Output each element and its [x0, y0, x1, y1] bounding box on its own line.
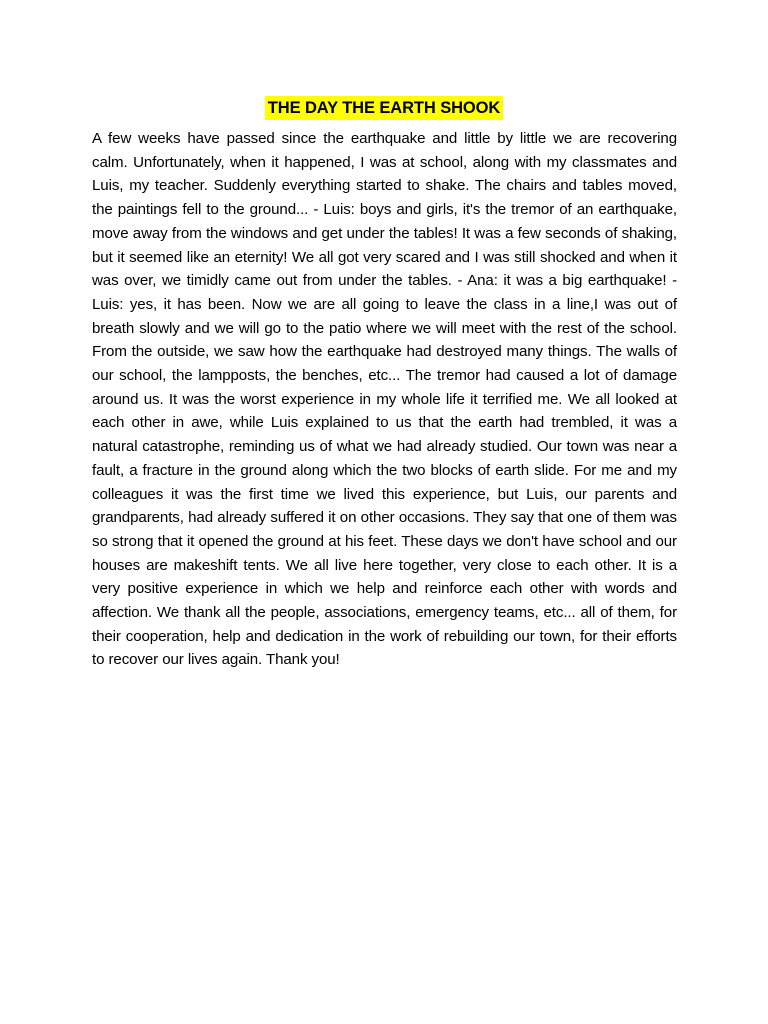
title-container [0, 96, 768, 120]
document-body-paragraph: A few weeks have passed since the earthquake and little by little we are recovering calm. Unfortunately, when it happened, I was at school, along with my classmates and Luis, my teacher. Suddenly everything started to shake. The chairs and tables moved, the paintings fell to the ground... - Luis: boys and girls, it's the tremor of an earthquake, move away from the windows and get under the tables! It was a few seconds of shaking, but it seemed like an eternity! We all got very scared and I was still shocked and when it was over, we timidly came out from under the tables. - Ana: it was a big earthquake! - Luis: yes, it has been. Now we are all going to leave the class in a line,I was out of breath slowly and we will go to the patio where we will meet with the rest of the school. From the outside, we saw how the earthquake had destroyed many things. The walls of our school, the lampposts, the benches, etc... The tremor had caused a lot of damage around us. It was the worst experience in my whole life it terrified me. We all looked at each other in awe, while Luis explained to us that the earth had trembled, it was a natural catastrophe, reminding us of what we had already studied. Our town was near a fault, a fracture in the ground along which the two blocks of earth slide. For me and my colleagues it was the first time we lived this experience, but Luis, our parents and grandparents, had already suffered it on other occasions. They say that one of them was so strong that it opened the ground at his feet. These days we don't have school and our houses are makeshift tents. We all live here together, very close to each other. It is a very positive experience in which we help and reinforce each other with words and affection. We thank all the people, associations, emergency teams, etc... all of them, for their cooperation, help and dedication in the work of rebuilding our town, for their efforts to recover our lives again. Thank you! [92, 130, 677, 669]
document-title: THE DAY THE EARTH SHOOK [265, 96, 503, 120]
